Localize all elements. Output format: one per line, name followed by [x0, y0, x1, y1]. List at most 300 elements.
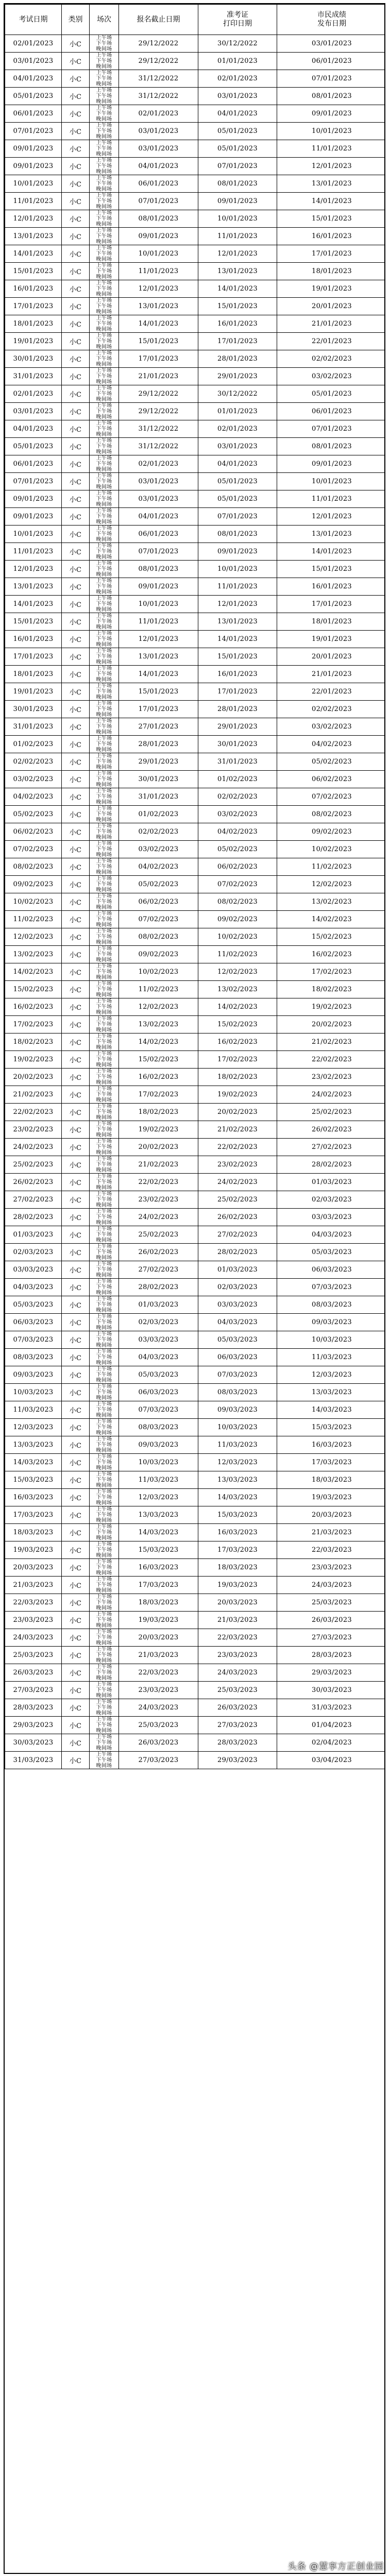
table-row: [5, 561, 386, 578]
session-line: 下午场: [96, 1635, 112, 1640]
cell-category: 小C: [62, 753, 90, 771]
cell-deadline: 02/01/2023: [119, 455, 198, 473]
session-line: 下午场: [96, 1547, 112, 1553]
cell-ticket-print-date: 13/01/2023: [198, 613, 277, 631]
cell-ticket-print-date: 17/02/2023: [198, 1051, 277, 1069]
session-line: 晚间场: [96, 1693, 112, 1699]
cell-result-date: 10/02/2023: [277, 841, 386, 858]
cell-result-date: 23/02/2023: [277, 1069, 386, 1086]
session-line: 晚间场: [96, 274, 112, 280]
cell-ticket-print-date: 08/01/2023: [198, 175, 277, 193]
session-line: 上午场: [96, 1506, 112, 1512]
cell-ticket-print-date: 14/02/2023: [198, 998, 277, 1016]
cell-exam-date: 31/01/2023: [5, 368, 62, 385]
cell-category: 小C: [62, 473, 90, 490]
cell-category: 小C: [62, 508, 90, 526]
session-line: 上午场: [96, 298, 112, 303]
cell-ticket-print-date: 10/01/2023: [198, 210, 277, 228]
session-line: 下午场: [96, 1214, 112, 1220]
cell-exam-date: 09/01/2023: [5, 158, 62, 175]
cell-session: [90, 1734, 119, 1752]
cell-result-date: 31/03/2023: [277, 1699, 386, 1717]
cell-exam-date: 09/03/2023: [5, 1366, 62, 1384]
table-row: [5, 175, 386, 193]
cell-session: [90, 1524, 119, 1541]
cell-deadline: 05/02/2023: [119, 876, 198, 893]
table-row: [5, 981, 386, 998]
session-line: 上午场: [96, 823, 112, 829]
cell-deadline: 08/01/2023: [119, 561, 198, 578]
session-line: 晚间场: [96, 800, 112, 805]
session-line: 下午场: [96, 584, 112, 589]
cell-category: 小C: [62, 911, 90, 928]
session-line: 上午场: [96, 1647, 112, 1652]
cell-category: 小C: [62, 298, 90, 315]
session-line: 晚间场: [96, 519, 112, 525]
cell-result-date: 11/01/2023: [277, 490, 386, 508]
session-line: 下午场: [96, 181, 112, 187]
cell-deadline: 24/02/2023: [119, 1209, 198, 1226]
cell-deadline: 29/12/2022: [119, 35, 198, 53]
table-row: [5, 245, 386, 263]
cell-exam-date: 17/03/2023: [5, 1506, 62, 1524]
cell-ticket-print-date: 15/01/2023: [198, 648, 277, 666]
session-line: 上午场: [96, 1086, 112, 1092]
cell-session: [90, 981, 119, 998]
session-line: 下午场: [96, 41, 112, 46]
table-row: [5, 88, 386, 105]
table-row: [5, 648, 386, 666]
cell-result-date: 14/02/2023: [277, 911, 386, 928]
cell-category: 小C: [62, 701, 90, 718]
session-line: 上午场: [96, 701, 112, 706]
cell-category: 小C: [62, 981, 90, 998]
cell-ticket-print-date: 09/03/2023: [198, 1401, 277, 1419]
cell-deadline: 06/01/2023: [119, 526, 198, 543]
cell-session: [90, 1401, 119, 1419]
session-line: 晚间场: [96, 1343, 112, 1348]
cell-category: 小C: [62, 1139, 90, 1156]
session-line: 晚间场: [96, 835, 112, 840]
cell-exam-date: 09/01/2023: [5, 490, 62, 508]
session-line: 上午场: [96, 893, 112, 899]
cell-session: [90, 298, 119, 315]
cell-exam-date: 04/02/2023: [5, 788, 62, 806]
session-line: 晚间场: [96, 589, 112, 595]
session-line: 上午场: [96, 648, 112, 654]
cell-ticket-print-date: 05/01/2023: [198, 490, 277, 508]
session-line: 下午场: [96, 268, 112, 274]
cell-deadline: 16/03/2023: [119, 1559, 198, 1577]
table-row: [5, 228, 386, 245]
cell-ticket-print-date: 12/01/2023: [198, 245, 277, 263]
session-line: 下午场: [96, 1582, 112, 1588]
table-row: [5, 753, 386, 771]
session-line: 晚间场: [96, 957, 112, 963]
cell-exam-date: 12/02/2023: [5, 928, 62, 946]
cell-deadline: 14/01/2023: [119, 666, 198, 683]
session-line: 下午场: [96, 601, 112, 607]
cell-exam-date: 17/01/2023: [5, 648, 62, 666]
session-line: 上午场: [96, 911, 112, 917]
cell-exam-date: 30/03/2023: [5, 1734, 62, 1752]
session-line: 晚间场: [96, 1378, 112, 1383]
cell-exam-date: 07/01/2023: [5, 123, 62, 140]
cell-result-date: 05/01/2023: [277, 385, 386, 403]
table-row: [5, 806, 386, 823]
table-row: [5, 193, 386, 210]
cell-category: 小C: [62, 70, 90, 88]
cell-exam-date: 07/03/2023: [5, 1331, 62, 1349]
cell-category: 小C: [62, 1506, 90, 1524]
session-line: 晚间场: [96, 1710, 112, 1716]
cell-category: 小C: [62, 210, 90, 228]
table-row: [5, 1612, 386, 1629]
cell-category: 小C: [62, 1612, 90, 1629]
cell-deadline: 02/02/2023: [119, 823, 198, 841]
session-line: 上午场: [96, 736, 112, 741]
cell-result-date: 03/02/2023: [277, 718, 386, 736]
session-line: 上午场: [96, 858, 112, 864]
cell-ticket-print-date: 12/01/2023: [198, 596, 277, 613]
cell-ticket-print-date: 04/03/2023: [198, 1314, 277, 1331]
cell-exam-date: 16/01/2023: [5, 631, 62, 648]
session-line: 上午场: [96, 613, 112, 619]
cell-ticket-print-date: 30/12/2022: [198, 35, 277, 53]
cell-category: 小C: [62, 631, 90, 648]
session-line: 晚间场: [96, 1238, 112, 1243]
cell-category: 小C: [62, 1296, 90, 1314]
cell-exam-date: 06/03/2023: [5, 1314, 62, 1331]
session-line: 晚间场: [96, 1097, 112, 1103]
session-line: 上午场: [96, 490, 112, 496]
cell-result-date: 04/02/2023: [277, 736, 386, 753]
cell-session: [90, 823, 119, 841]
table-row: [5, 701, 386, 718]
cell-exam-date: 26/03/2023: [5, 1664, 62, 1682]
cell-exam-date: 21/03/2023: [5, 1577, 62, 1594]
cell-exam-date: 07/01/2023: [5, 473, 62, 490]
cell-exam-date: 02/03/2023: [5, 1244, 62, 1261]
table-row: [5, 315, 386, 333]
cell-result-date: 20/02/2023: [277, 1016, 386, 1033]
session-line: 晚间场: [96, 1167, 112, 1173]
session-line: 上午场: [96, 543, 112, 549]
cell-deadline: 11/01/2023: [119, 263, 198, 280]
cell-deadline: 06/01/2023: [119, 175, 198, 193]
cell-session: [90, 1086, 119, 1104]
table-row: [5, 1104, 386, 1121]
cell-ticket-print-date: 23/02/2023: [198, 1156, 277, 1174]
session-line: 上午场: [96, 1401, 112, 1407]
table-row: [5, 1296, 386, 1314]
session-line: 下午场: [96, 76, 112, 81]
session-line: 晚间场: [96, 1448, 112, 1453]
session-line: 上午场: [96, 1244, 112, 1249]
cell-exam-date: 10/02/2023: [5, 893, 62, 911]
table-row: [5, 1734, 386, 1752]
table-row: [5, 385, 386, 403]
session-line: 晚间场: [96, 1115, 112, 1121]
cell-category: 小C: [62, 1279, 90, 1296]
session-line: 晚间场: [96, 782, 112, 788]
session-line: 晚间场: [96, 870, 112, 875]
watermark-text: 头条 @慧享方正创业园: [287, 2562, 384, 2572]
session-line: 上午场: [96, 1069, 112, 1074]
session-line: 下午场: [96, 1057, 112, 1062]
cell-session: [90, 1314, 119, 1331]
cell-deadline: 31/12/2022: [119, 420, 198, 438]
session-line: 上午场: [96, 1752, 112, 1757]
cell-ticket-print-date: 30/12/2022: [198, 385, 277, 403]
cell-category: 小C: [62, 736, 90, 753]
cell-category: 小C: [62, 771, 90, 788]
cell-deadline: 01/03/2023: [119, 1296, 198, 1314]
session-line: 下午场: [96, 882, 112, 887]
cell-category: 小C: [62, 1559, 90, 1577]
table-row: [5, 403, 386, 420]
header-ticket-print: [198, 5, 277, 35]
cell-category: 小C: [62, 53, 90, 70]
session-line: 晚间场: [96, 1658, 112, 1664]
cell-exam-date: 22/03/2023: [5, 1594, 62, 1612]
cell-exam-date: 10/03/2023: [5, 1384, 62, 1401]
session-line: 晚间场: [96, 1413, 112, 1418]
cell-session: [90, 806, 119, 823]
session-line: 上午场: [96, 228, 112, 233]
cell-ticket-print-date: 26/03/2023: [198, 1699, 277, 1717]
cell-deadline: 21/01/2023: [119, 368, 198, 385]
session-line: 下午场: [96, 1617, 112, 1623]
cell-result-date: 06/01/2023: [277, 403, 386, 420]
session-line: 下午场: [96, 689, 112, 694]
cell-ticket-print-date: 13/02/2023: [198, 981, 277, 998]
cell-session: [90, 438, 119, 455]
session-line: 上午场: [96, 1296, 112, 1302]
cell-category: 小C: [62, 1121, 90, 1139]
cell-session: [90, 1699, 119, 1717]
session-line: 上午场: [96, 368, 112, 374]
cell-ticket-print-date: 28/01/2023: [198, 701, 277, 718]
cell-ticket-print-date: 25/03/2023: [198, 1682, 277, 1699]
cell-result-date: 07/01/2023: [277, 420, 386, 438]
session-line: 晚间场: [96, 1308, 112, 1313]
session-line: 上午场: [96, 631, 112, 636]
session-line: 晚间场: [96, 1132, 112, 1138]
cell-session: [90, 53, 119, 70]
cell-exam-date: 17/02/2023: [5, 1016, 62, 1033]
session-line: 下午场: [96, 549, 112, 554]
cell-category: 小C: [62, 648, 90, 666]
cell-category: 小C: [62, 123, 90, 140]
cell-ticket-print-date: 09/01/2023: [198, 543, 277, 561]
session-line: 上午场: [96, 245, 112, 251]
cell-result-date: 15/03/2023: [277, 1419, 386, 1436]
cell-deadline: 23/03/2023: [119, 1682, 198, 1699]
cell-session: [90, 788, 119, 806]
cell-deadline: 06/02/2023: [119, 893, 198, 911]
cell-deadline: 13/02/2023: [119, 1016, 198, 1033]
cell-ticket-print-date: 01/03/2023: [198, 1261, 277, 1279]
cell-session: [90, 350, 119, 368]
cell-ticket-print-date: 01/01/2023: [198, 403, 277, 420]
cell-exam-date: 13/03/2023: [5, 1436, 62, 1454]
cell-result-date: 09/03/2023: [277, 1314, 386, 1331]
cell-ticket-print-date: 10/02/2023: [198, 928, 277, 946]
cell-result-date: 08/03/2023: [277, 1296, 386, 1314]
cell-exam-date: 19/01/2023: [5, 683, 62, 701]
cell-result-date: 02/02/2023: [277, 350, 386, 368]
cell-deadline: 10/02/2023: [119, 963, 198, 981]
cell-result-date: 10/03/2023: [277, 1331, 386, 1349]
cell-result-date: 29/03/2023: [277, 1664, 386, 1682]
session-line: 晚间场: [96, 1465, 112, 1471]
cell-exam-date: 09/02/2023: [5, 876, 62, 893]
session-line: 晚间场: [96, 905, 112, 910]
table-row: [5, 1086, 386, 1104]
cell-result-date: 28/02/2023: [277, 1156, 386, 1174]
cell-deadline: 21/03/2023: [119, 1647, 198, 1664]
table-row: [5, 771, 386, 788]
cell-ticket-print-date: 16/01/2023: [198, 315, 277, 333]
table-row: [5, 893, 386, 911]
session-line: 上午场: [96, 1366, 112, 1372]
table-row: [5, 1559, 386, 1577]
cell-result-date: 15/02/2023: [277, 928, 386, 946]
session-line: 上午场: [96, 210, 112, 216]
cell-category: 小C: [62, 526, 90, 543]
cell-session: [90, 1051, 119, 1069]
cell-category: 小C: [62, 385, 90, 403]
cell-category: 小C: [62, 245, 90, 263]
cell-exam-date: 05/01/2023: [5, 438, 62, 455]
session-line: 晚间场: [96, 554, 112, 560]
session-line: 下午场: [96, 1722, 112, 1728]
cell-ticket-print-date: 25/02/2023: [198, 1191, 277, 1209]
cell-exam-date: 02/02/2023: [5, 753, 62, 771]
cell-session: [90, 613, 119, 631]
cell-category: 小C: [62, 1384, 90, 1401]
cell-result-date: 23/03/2023: [277, 1559, 386, 1577]
cell-deadline: 15/01/2023: [119, 333, 198, 350]
session-line: 上午场: [96, 123, 112, 128]
cell-result-date: 05/02/2023: [277, 753, 386, 771]
session-line: 下午场: [96, 251, 112, 257]
session-line: 下午场: [96, 829, 112, 835]
cell-session: [90, 876, 119, 893]
session-line: 晚间场: [96, 1360, 112, 1366]
cell-deadline: 04/03/2023: [119, 1349, 198, 1366]
cell-category: 小C: [62, 1086, 90, 1104]
table-row: [5, 823, 386, 841]
cell-deadline: 18/03/2023: [119, 1594, 198, 1612]
cell-session: [90, 1436, 119, 1454]
session-line: 下午场: [96, 461, 112, 467]
cell-result-date: 09/02/2023: [277, 823, 386, 841]
cell-result-date: 14/01/2023: [277, 193, 386, 210]
cell-ticket-print-date: 07/02/2023: [198, 876, 277, 893]
table-row: [5, 666, 386, 683]
session-line: 下午场: [96, 531, 112, 537]
session-line: 下午场: [96, 1407, 112, 1413]
session-line: 晚间场: [96, 116, 112, 122]
cell-exam-date: 04/01/2023: [5, 70, 62, 88]
cell-exam-date: 07/02/2023: [5, 841, 62, 858]
cell-result-date: 19/03/2023: [277, 1489, 386, 1506]
session-line: 上午场: [96, 1489, 112, 1495]
cell-result-date: 03/03/2023: [277, 1209, 386, 1226]
table-row: [5, 928, 386, 946]
cell-session: [90, 1279, 119, 1296]
table-row: [5, 1121, 386, 1139]
cell-category: 小C: [62, 1349, 90, 1366]
cell-result-date: 18/02/2023: [277, 981, 386, 998]
session-line: 上午场: [96, 70, 112, 76]
session-line: 晚间场: [96, 1325, 112, 1331]
cell-exam-date: 20/02/2023: [5, 1069, 62, 1086]
cell-ticket-print-date: 29/01/2023: [198, 368, 277, 385]
session-line: 下午场: [96, 163, 112, 169]
cell-category: 小C: [62, 1734, 90, 1752]
cell-session: [90, 210, 119, 228]
cell-exam-date: 01/02/2023: [5, 736, 62, 753]
cell-category: 小C: [62, 158, 90, 175]
cell-category: 小C: [62, 1033, 90, 1051]
cell-ticket-print-date: 24/02/2023: [198, 1174, 277, 1191]
cell-session: [90, 1489, 119, 1506]
cell-category: 小C: [62, 683, 90, 701]
session-line: 上午场: [96, 526, 112, 531]
session-line: 下午场: [96, 899, 112, 905]
cell-result-date: 18/03/2023: [277, 1471, 386, 1489]
session-line: 上午场: [96, 350, 112, 356]
cell-deadline: 29/12/2022: [119, 403, 198, 420]
cell-result-date: 18/01/2023: [277, 613, 386, 631]
session-line: 上午场: [96, 1139, 112, 1144]
header-ticket-print-line1: 准考证: [227, 11, 248, 19]
session-line: 晚间场: [96, 1220, 112, 1226]
session-line: 下午场: [96, 1425, 112, 1430]
session-line: 下午场: [96, 426, 112, 432]
cell-result-date: 09/01/2023: [277, 455, 386, 473]
cell-exam-date: 15/03/2023: [5, 1471, 62, 1489]
cell-deadline: 26/03/2023: [119, 1734, 198, 1752]
session-line: 晚间场: [96, 1518, 112, 1523]
session-line: 上午场: [96, 666, 112, 671]
table-row: [5, 53, 386, 70]
cell-ticket-print-date: 03/01/2023: [198, 88, 277, 105]
cell-session: [90, 543, 119, 561]
cell-session: [90, 753, 119, 771]
table-row: [5, 543, 386, 561]
cell-result-date: 09/01/2023: [277, 105, 386, 123]
cell-category: 小C: [62, 438, 90, 455]
session-line: 上午场: [96, 193, 112, 198]
table-row: [5, 1209, 386, 1226]
cell-ticket-print-date: 11/02/2023: [198, 946, 277, 963]
cell-category: 小C: [62, 193, 90, 210]
cell-category: 小C: [62, 88, 90, 105]
session-line: 晚间场: [96, 1535, 112, 1541]
cell-deadline: 19/02/2023: [119, 1121, 198, 1139]
cell-ticket-print-date: 04/01/2023: [198, 455, 277, 473]
cell-session: [90, 1366, 119, 1384]
cell-ticket-print-date: 23/03/2023: [198, 1647, 277, 1664]
cell-category: 小C: [62, 1156, 90, 1174]
cell-result-date: 16/01/2023: [277, 578, 386, 596]
cell-deadline: 09/01/2023: [119, 228, 198, 245]
cell-deadline: 02/01/2023: [119, 105, 198, 123]
